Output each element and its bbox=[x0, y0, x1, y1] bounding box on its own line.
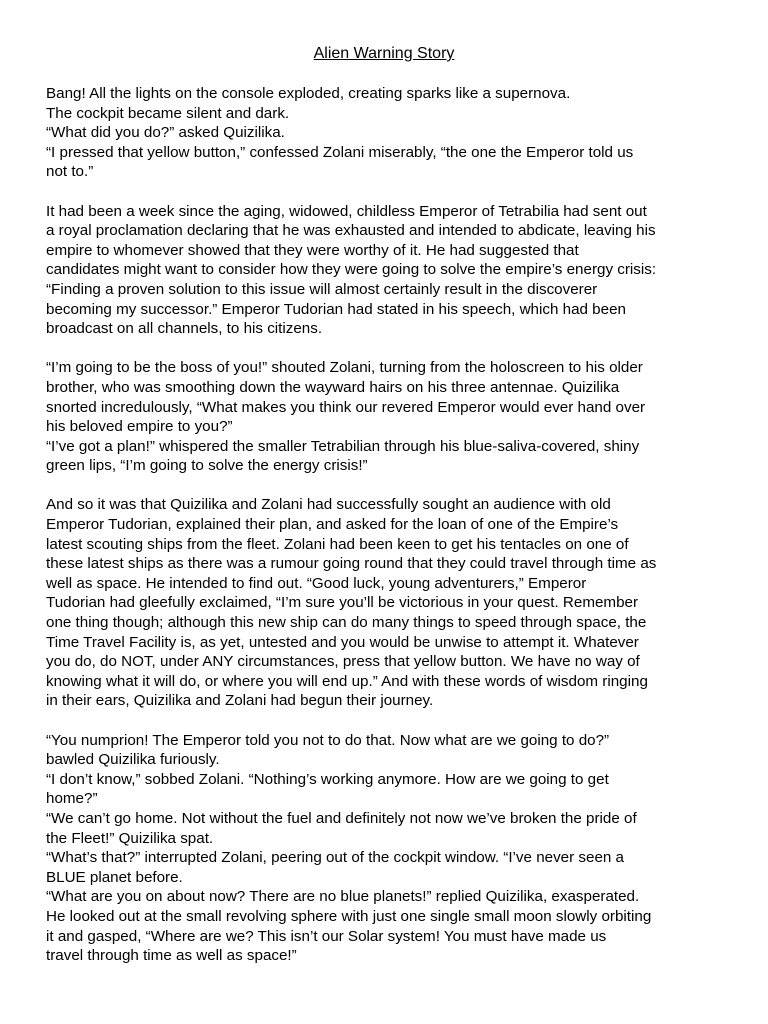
text-line: “I’m going to be the boss of you!” shouted Zolani, turning from the holoscreen to his older bbox=[46, 359, 643, 377]
text-line: a royal proclamation declaring that he was exhausted and intended to abdicate, leaving his bbox=[46, 222, 656, 240]
text-line: “You numprion! The Emperor told you not to do that. Now what are we going to do?” bbox=[46, 731, 610, 749]
text-line: empire to whomever showed that they were worthy of it. He had suggested that bbox=[46, 241, 579, 259]
text-line: candidates might want to consider how they were going to solve the empire’s energy crisis: bbox=[46, 261, 657, 279]
text-line: snorted incredulously, “What makes you think our revered Emperor would ever hand over bbox=[46, 398, 646, 416]
text-line: bawled Quizilika furiously. bbox=[46, 751, 220, 769]
text-line: one thing though; although this new ship can do many things to speed through space, the bbox=[46, 614, 647, 632]
document-body bbox=[46, 84, 726, 985]
text-line: “I pressed that yellow button,” confessed Zolani miserably, “the one the Emperor told us bbox=[46, 143, 634, 161]
text-line: And so it was that Quizilika and Zolani had successfully sought an audience with old bbox=[46, 496, 611, 514]
text-line: his beloved empire to you?” bbox=[46, 418, 233, 436]
text-line: home?” bbox=[46, 790, 98, 808]
text-line: latest scouting ships from the fleet. Zolani had been keen to get his tentacles on one of bbox=[46, 535, 629, 553]
text-line: it and gasped, “Where are we? This isn’t our Solar system! You must have made us bbox=[46, 927, 607, 945]
text-line: in their ears, Quizilika and Zolani had begun their journey. bbox=[46, 692, 434, 710]
text-line: It had been a week since the aging, widowed, childless Emperor of Tetrabilia had sent out bbox=[46, 202, 647, 220]
text-line: not to.” bbox=[46, 163, 94, 181]
paragraph bbox=[46, 84, 726, 182]
paragraph bbox=[46, 358, 726, 476]
text-line: well as space. He intended to find out. “Good luck, young adventurers,” Emperor bbox=[46, 574, 587, 592]
text-line: Time Travel Facility is, as yet, untested and you would be unwise to attempt it. Whatever bbox=[46, 633, 639, 651]
text-line: Tudorian had gleefully exclaimed, “I’m sure you’ll be victorious in your quest. Remember bbox=[46, 594, 639, 612]
document-title: Alien Warning Story bbox=[313, 45, 455, 62]
paragraph bbox=[46, 495, 726, 711]
text-line: you do, do NOT, under ANY circumstances, press that yellow button. We have no way of bbox=[46, 653, 640, 671]
text-line: the Fleet!” Quizilika spat. bbox=[46, 829, 214, 847]
text-line: brother, who was smoothing down the wayward hairs on his three antennae. Quizilika bbox=[46, 378, 620, 396]
text-line: “Finding a proven solution to this issue will almost certainly result in the discoverer bbox=[46, 280, 598, 298]
text-line: “I don’t know,” sobbed Zolani. “Nothing’s working anymore. How are we going to get bbox=[46, 770, 609, 788]
text-line: these latest ships as there was a rumour going round that they could travel through time as bbox=[46, 555, 657, 573]
text-line: “I’ve got a plan!” whispered the smaller Tetrabilian through his blue-saliva-covered, shiny bbox=[46, 437, 640, 455]
text-line: BLUE planet before. bbox=[46, 868, 183, 886]
text-line: travel through time as well as space!” bbox=[46, 947, 297, 965]
paragraph bbox=[46, 731, 726, 966]
text-line: broadcast on all channels, to his citizens. bbox=[46, 320, 323, 338]
text-line: “What’s that?” interrupted Zolani, peering out of the cockpit window. “I’ve never seen a bbox=[46, 849, 624, 867]
text-line: “What are you on about now? There are no blue planets!” replied Quizilika, exasperated. bbox=[46, 888, 640, 906]
text-line: knowing what it will do, or where you will end up.” And with these words of wisdom ringing bbox=[46, 672, 648, 690]
text-line: green lips, “I’m going to solve the energy crisis!” bbox=[46, 457, 368, 475]
text-line: Bang! All the lights on the console exploded, creating sparks like a supernova. bbox=[46, 85, 571, 102]
text-line: “We can’t go home. Not without the fuel and definitely not now we’ve broken the pride of bbox=[46, 809, 637, 827]
text-line: “What did you do?” asked Quizilika. bbox=[46, 124, 285, 142]
text-line: becoming my successor.” Emperor Tudorian had stated in his speech, which had been bbox=[46, 300, 626, 318]
text-line: He looked out at the small revolving sphere with just one single small moon slowly orbiting bbox=[46, 907, 652, 925]
text-line: Emperor Tudorian, explained their plan, and asked for the loan of one of the Empire’s bbox=[46, 516, 619, 534]
paragraph bbox=[46, 202, 726, 339]
text-line: The cockpit became silent and dark. bbox=[46, 104, 290, 122]
